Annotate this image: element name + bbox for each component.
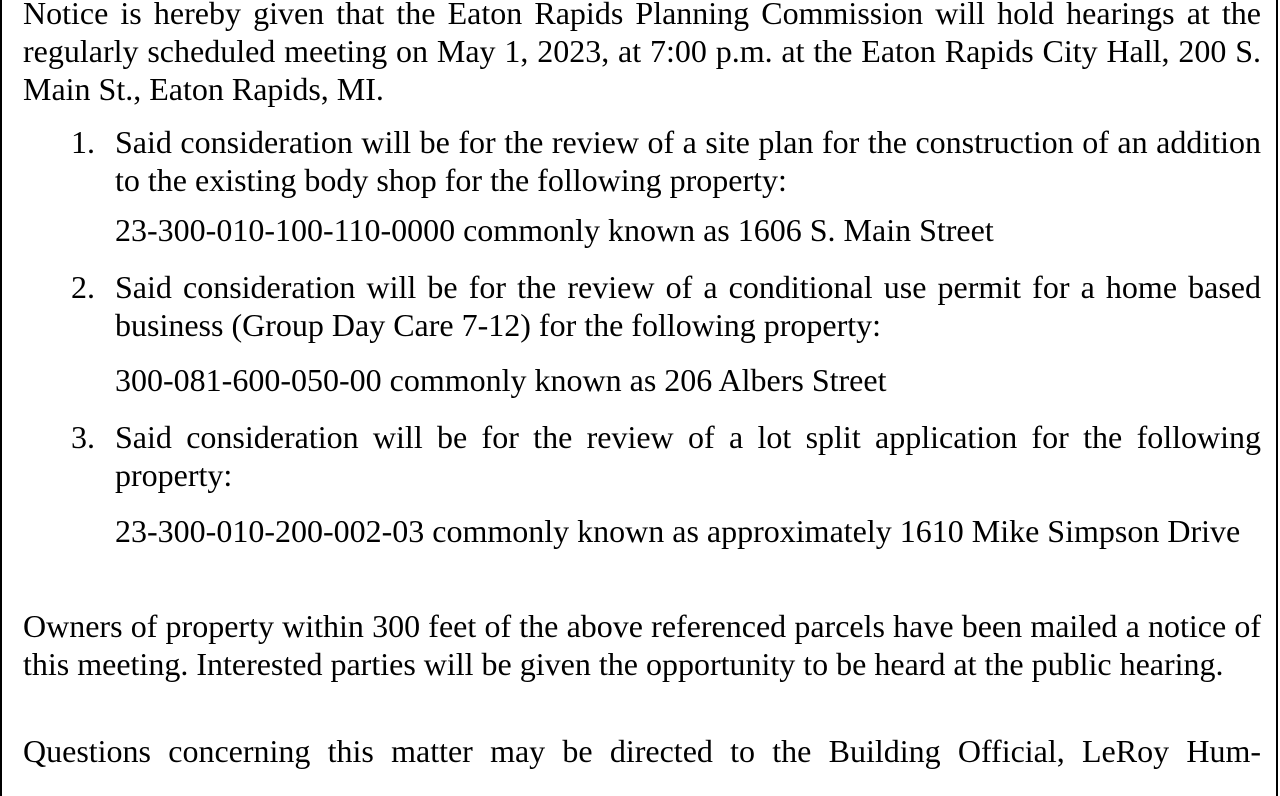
- parcel-description: 23-300-010-200-002-03 commonly known as approximately 1610 Mike Simpson Drive: [115, 513, 1241, 549]
- item-number: 1.: [71, 124, 95, 160]
- item-text: Said consideration will be for the review of a lot split application for the following property:: [115, 419, 1261, 493]
- item-text: Said consideration will be for the review of a conditional use permit for a home based business (Group Day Care 7-12) for the following property:: [115, 269, 1261, 343]
- owners-paragraph: Owners of property within 300 feet of the above referenced parcels have been mailed a notice of this meeting. Interested parties will be given the opportunity to be heard at the public hearing.: [23, 608, 1261, 682]
- item-number: 2.: [71, 269, 95, 305]
- item-number: 3.: [71, 419, 95, 455]
- parcel-description: 23-300-010-100-110-0000 commonly known as 1606 S. Main Street: [115, 212, 994, 248]
- parcel-description: 300-081-600-050-00 commonly known as 206 Albers Street: [115, 362, 887, 398]
- questions-paragraph: Questions concerning this matter may be directed to the Building Official, LeRoy Hum-: [23, 733, 1261, 769]
- intro-paragraph: Notice is hereby given that the Eaton Rapids Planning Commission will hold hearings at the regularly scheduled meeting on May 1, 2023, at 7:00 p.m. at the Eaton Rapids City Hall, 200 S. Main St., Eaton Rapids, MI.: [23, 0, 1261, 107]
- item-text: Said consideration will be for the review of a site plan for the construction of an addition to the existing body shop for the following property:: [115, 124, 1261, 198]
